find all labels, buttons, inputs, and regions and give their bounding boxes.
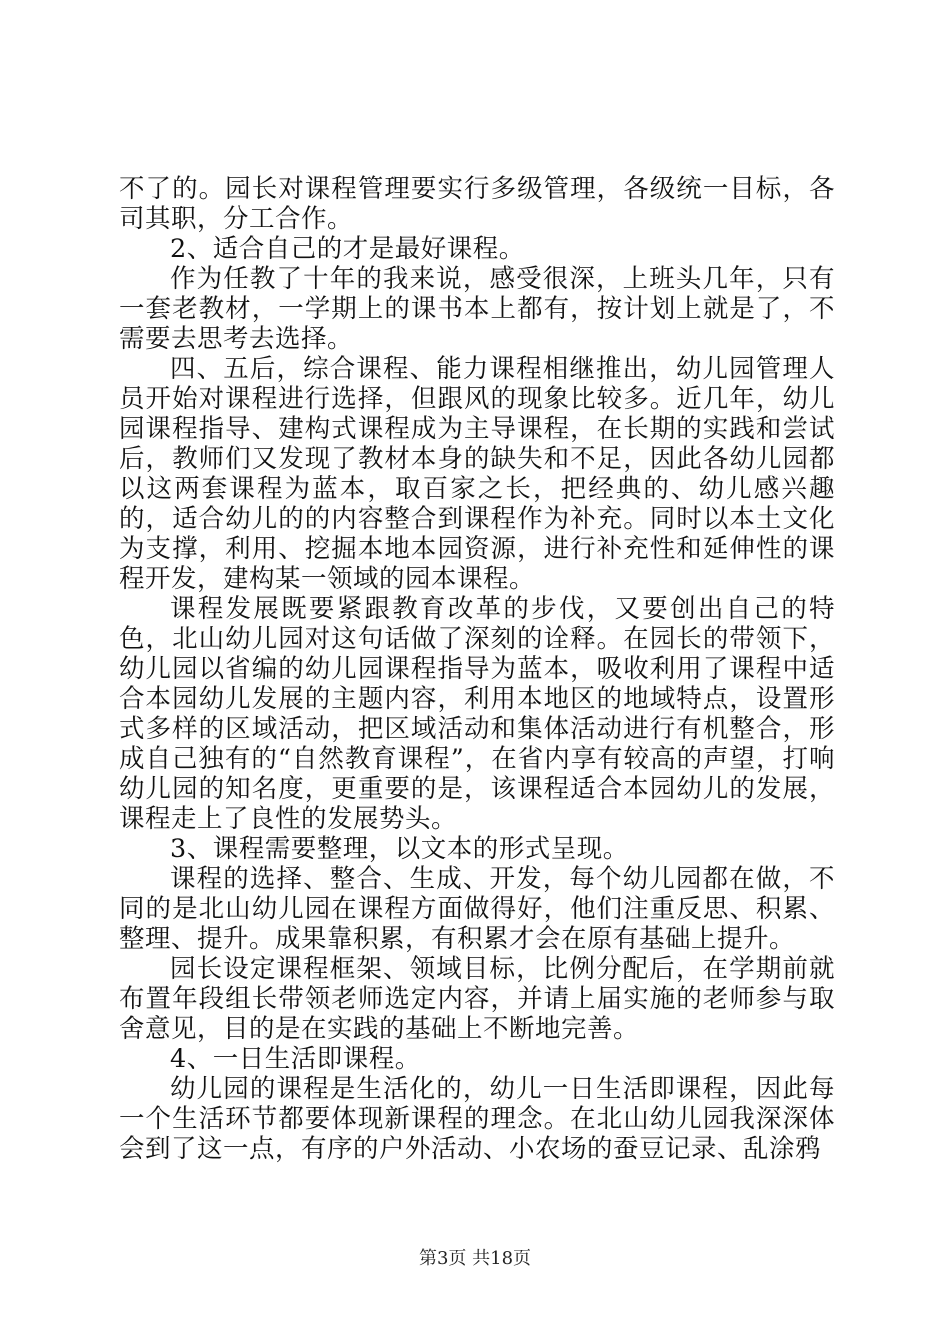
- section-heading-4: 4、一日生活即课程。: [170, 1044, 421, 1074]
- paragraph-continuation: 不了的。园长对课程管理要实行多级管理，各级统一目标，各司其职，分工合作。: [119, 174, 835, 234]
- section-heading-2: 2、适合自己的才是最好课程。: [170, 234, 525, 264]
- paragraph: 幼儿园的课程是生活化的，幼儿一日生活即课程，因此每一个生活环节都要体现新课程的理念。在北山幼儿园我深深体会到了这一点，有序的户外活动、小农场的蚕豆记录、乱涂鸦: [119, 1074, 835, 1164]
- paragraph: 课程的选择、整合、生成、开发，每个幼儿园都在做，不同的是北山幼儿园在课程方面做得好，他们注重反思、积累、整理、提升。成果靠积累，有积累才会在原有基础上提升。: [119, 864, 835, 954]
- page-number-footer: 第3页 共18页: [418, 1248, 532, 1269]
- paragraph: 园长设定课程框架、领域目标，比例分配后，在学期前就布置年段组长带领老师选定内容，并请上届实施的老师参与取舍意见，目的是在实践的基础上不断地完善。: [119, 954, 835, 1044]
- document-body: [119, 174, 835, 1164]
- paragraph: 课程发展既要紧跟教育改革的步伐，又要创出自己的特色，北山幼儿园对这句话做了深刻的诠释。在园长的带领下，幼儿园以省编的幼儿园课程指导为蓝本，吸收利用了课程中适合本园幼儿发展的主题内容，利用本地区的地域特点，设置形式多样的区域活动，把区域活动和集体活动进行有机整合，形成自己独有的“自然教育课程”，在省内享有较高的声望，打响幼儿园的知名度，更重要的是，该课程适合本园幼儿的发展，课程走上了良性的发展势头。: [119, 594, 835, 834]
- section-heading-3: 3、课程需要整理，以文本的形式呈现。: [170, 834, 629, 864]
- paragraph: 作为任教了十年的我来说，感受很深，上班头几年，只有一套老教材，一学期上的课书本上都有，按计划上就是了，不需要去思考去选择。: [119, 264, 835, 354]
- paragraph: 四、五后，综合课程、能力课程相继推出，幼儿园管理人员开始对课程进行选择，但跟风的现象比较多。近几年，幼儿园课程指导、建构式课程成为主导课程，在长期的实践和尝试后，教师们又发现了教材本身的缺失和不足，因此各幼儿园都以这两套课程为蓝本，取百家之长，把经典的、幼儿感兴趣的，适合幼儿的的内容整合到课程作为补充。同时以本土文化为支撑，利用、挖掘本地本园资源，进行补充性和延伸性的课程开发，建构某一领域的园本课程。: [119, 354, 835, 594]
